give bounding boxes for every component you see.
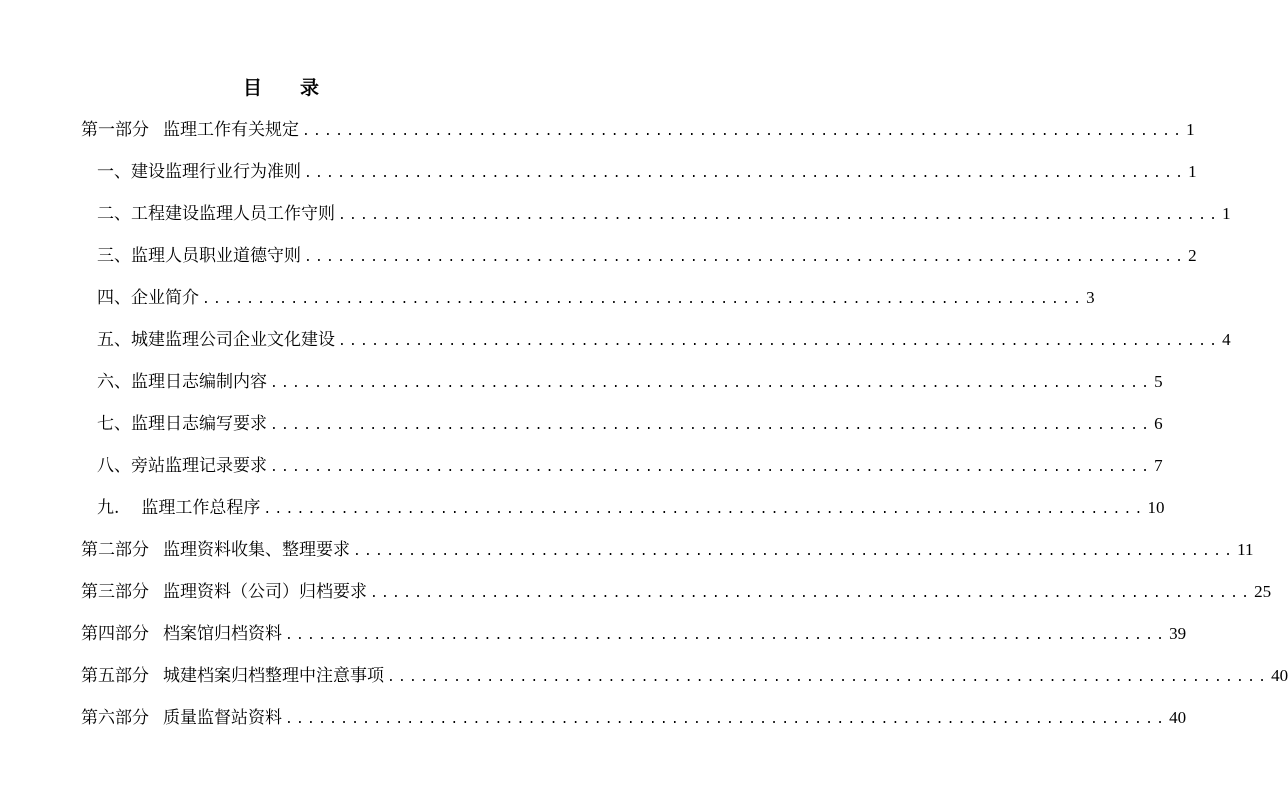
toc-entry-text: 城建监理公司企业文化建设 [131,330,335,350]
toc-page-number: 6 [1154,414,1163,433]
toc-entry-label [81,664,384,688]
toc-leader-dots: ................................................................................ [270,460,1153,475]
toc-page-number: 1 [1188,162,1197,181]
toc-page-number: 3 [1086,288,1095,307]
toc-entry-prefix: 第五部分 [81,666,149,686]
toc-leader-dots: ................................................................................ [202,292,1085,307]
toc-entry-prefix: 第一部分 [81,120,149,140]
toc-entry-label [97,496,260,520]
toc-entry-prefix: 三、 [97,246,131,266]
toc-title [0,76,562,100]
toc-entry-text: 工程建设监理人员工作守则 [131,204,335,224]
toc-entry[interactable] [97,328,1231,352]
toc-entry-prefix: 第二部分 [81,540,149,560]
toc-entry-label [81,580,367,604]
toc-entry-prefix: 第三部分 [81,582,149,602]
toc-entry-text: 旁站监理记录要求 [131,456,267,476]
toc-entry-label [97,160,301,184]
toc-entry[interactable] [81,580,1272,604]
toc-entry-prefix: 九. [97,498,120,518]
toc-page-number: 2 [1188,246,1197,265]
toc-entry-text: 质量监督站资料 [163,708,282,728]
toc-entry-text: 建设监理行业行为准则 [131,162,301,182]
toc-entry-text: 监理日志编写要求 [131,414,267,434]
toc-entry-label [97,202,335,226]
toc-title-char-2: 录 [300,77,320,99]
toc-page-number: 1 [1186,120,1195,139]
toc-entry-prefix: 一、 [97,162,131,182]
toc-leader-dots: ................................................................................ [370,586,1253,601]
toc-entry-label [81,622,282,646]
toc-entry[interactable] [81,538,1254,562]
toc-entry-label [81,118,299,142]
toc-entry[interactable] [97,454,1163,478]
toc-entry-prefix: 四、 [97,288,131,308]
toc-leader-dots: ................................................................................ [270,418,1153,433]
toc-entry[interactable] [97,496,1165,520]
toc-entry-prefix: 二、 [97,204,131,224]
toc-entry-prefix: 第四部分 [81,624,149,644]
toc-entry-text: 监理工作总程序 [141,498,261,518]
toc-page-number: 40 [1169,708,1187,727]
toc-entry-label [97,244,301,268]
toc-entry[interactable] [81,622,1187,646]
toc-page-number: 11 [1237,540,1254,559]
toc-leader-dots: ................................................................................ [285,712,1168,727]
toc-entry[interactable] [97,370,1163,394]
toc-entry-label [81,706,282,730]
toc-entry-text: 档案馆归档资料 [163,624,282,644]
toc-entry[interactable] [97,412,1163,436]
toc-entry-text: 监理工作有关规定 [163,120,299,140]
toc-leader-dots: ................................................................................ [304,166,1187,181]
toc-entry[interactable] [81,118,1195,142]
toc-entry-text: 监理资料（公司）归档要求 [163,582,367,602]
toc-entry[interactable] [97,160,1197,184]
toc-entry-label [97,412,267,436]
toc-page-number: 10 [1147,498,1165,517]
toc-entry-label [97,286,199,310]
toc-title-char-1: 目 [242,77,262,99]
toc-leader-dots: ................................................................................ [263,502,1146,517]
toc-page-number: 40 [1271,666,1288,685]
toc-entry-text: 监理资料收集、整理要求 [163,540,350,560]
toc-entry-prefix: 五、 [97,330,131,350]
toc-page-number: 5 [1154,372,1163,391]
toc-page-number: 7 [1154,456,1163,475]
toc-leader-dots: ................................................................................ [353,544,1236,559]
toc-entry-text: 监理人员职业道德守则 [131,246,301,266]
toc-leader-dots: ................................................................................ [338,334,1221,349]
toc-entry-text: 企业简介 [131,288,199,308]
toc-entry[interactable] [97,244,1197,268]
toc-page-number: 39 [1169,624,1187,643]
toc-entry-prefix: 八、 [97,456,131,476]
toc-entry[interactable] [97,286,1095,310]
toc-page-number: 1 [1222,204,1231,223]
toc-entry-text: 城建档案归档整理中注意事项 [163,666,384,686]
toc-entry-label [97,328,335,352]
toc-page-number: 4 [1222,330,1231,349]
toc-leader-dots: ................................................................................ [338,208,1221,223]
toc-leader-dots: ................................................................................ [270,376,1153,391]
toc-page-number: 25 [1254,582,1272,601]
toc-leader-dots: ................................................................................ [387,670,1270,685]
toc-entry-prefix: 七、 [97,414,131,434]
toc-entry[interactable] [97,202,1231,226]
toc-entry[interactable] [81,706,1187,730]
toc-entry-label [97,454,267,478]
toc-entry-text: 监理日志编制内容 [131,372,267,392]
toc-leader-dots: ................................................................................ [302,124,1185,139]
toc-entry[interactable] [81,664,1288,688]
toc-entry-label [81,538,350,562]
toc-entry-prefix: 第六部分 [81,708,149,728]
toc-entry-label [97,370,267,394]
toc-entry-prefix: 六、 [97,372,131,392]
toc-leader-dots: ................................................................................ [285,628,1168,643]
toc-leader-dots: ................................................................................ [304,250,1187,265]
